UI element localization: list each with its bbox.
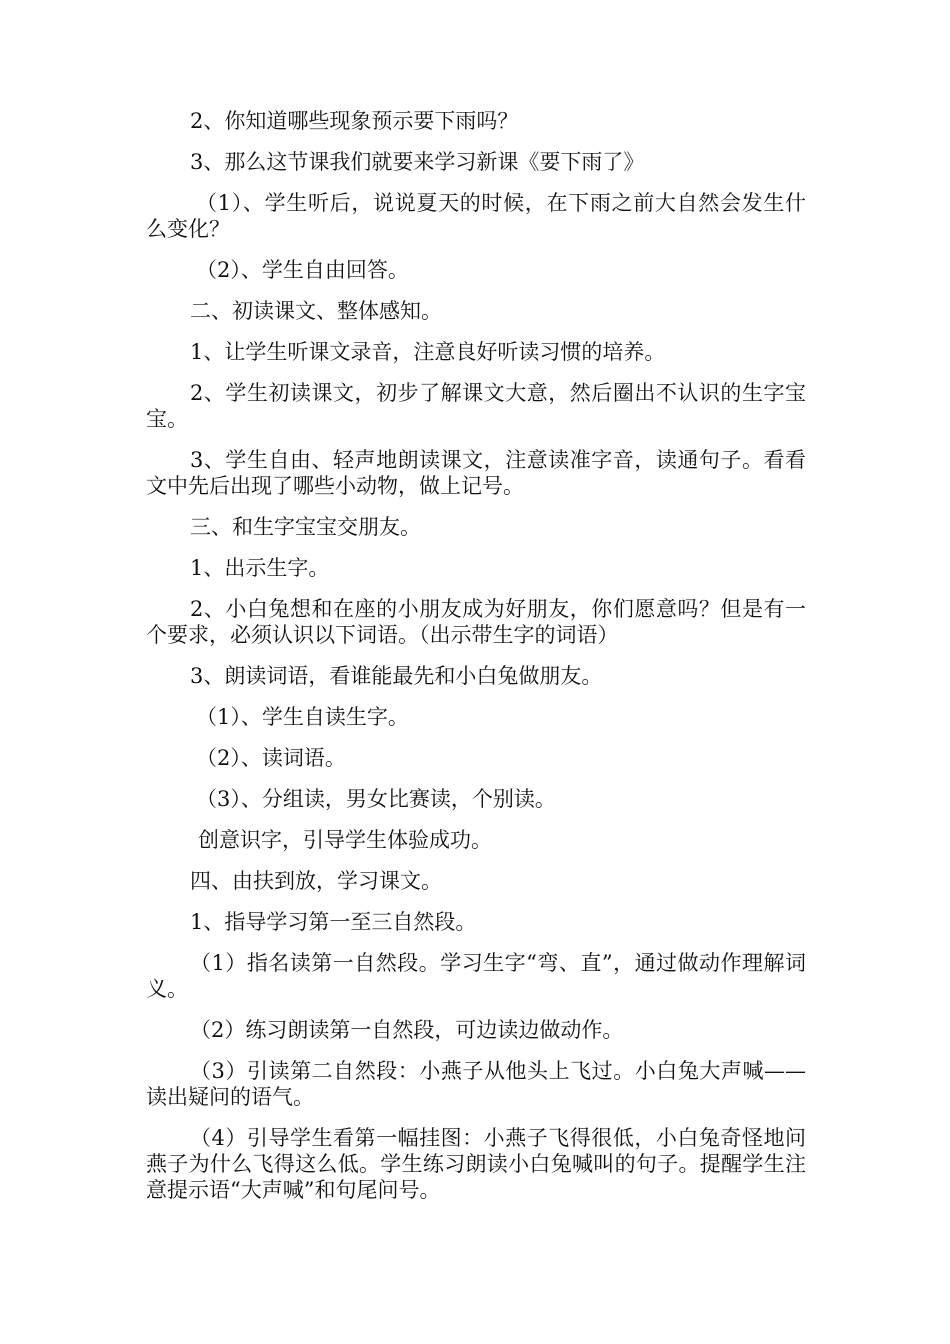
paragraph-14: （2）、读词语。 xyxy=(196,746,346,770)
section-heading-4: 四、由扶到放，学习课文。 xyxy=(190,869,442,893)
paragraph-15: （3）、分组读，男女比赛读，个别读。 xyxy=(196,787,556,811)
paragraph-2: 3、那么这节课我们就要来学习新课《要下雨了》 xyxy=(190,150,645,174)
paragraph-16: 创意识字，引导学生体验成功。 xyxy=(198,828,492,852)
paragraph-20: （2）练习朗读第一自然段，可边读边做动作。 xyxy=(190,1018,624,1042)
paragraph-8: 3、学生自由、轻声地朗读课文，注意读准字音，读通句子。看看文中先后出现了哪些小动物，做上记号。 xyxy=(146,448,806,498)
paragraph-22: （4）引导学生看第一幅挂图：小燕子飞得很低，小白兔奇怪地问燕子为什么飞得这么低。学生练习朗读小白兔喊叫的句子。提醒学生注意提示语“大声喊”和句尾问号。 xyxy=(146,1126,806,1202)
paragraph-3: （1）、学生听后，说说夏天的时候，在下雨之前大自然会发生什么变化？ xyxy=(146,191,806,241)
paragraph-19: （1）指名读第一自然段。学习生字“弯、直”，通过做动作理解词义。 xyxy=(146,951,806,1001)
section-heading-2: 二、初读课文、整体感知。 xyxy=(190,299,442,323)
paragraph-21: （3）引读第二自然段：小燕子从他头上飞过。小白兔大声喊——读出疑问的语气。 xyxy=(146,1059,806,1109)
paragraph-13: （1）、学生自读生字。 xyxy=(196,705,409,729)
paragraph-1: 2、你知道哪些现象预示要下雨吗？ xyxy=(190,109,519,133)
section-heading-3: 三、和生字宝宝交朋友。 xyxy=(190,515,421,539)
paragraph-10: 1、出示生字。 xyxy=(190,556,330,580)
paragraph-12: 3、朗读词语，看谁能最先和小白兔做朋友。 xyxy=(190,664,603,688)
paragraph-18: 1、指导学习第一至三自然段。 xyxy=(190,910,477,934)
paragraph-4: （2）、学生自由回答。 xyxy=(196,258,409,282)
document-body xyxy=(146,108,806,1218)
paragraph-7: 2、学生初读课文，初步了解课文大意，然后圈出不认识的生字宝宝。 xyxy=(146,381,806,431)
paragraph-6: 1、让学生听课文录音，注意良好听读习惯的培养。 xyxy=(190,340,666,364)
paragraph-11: 2、小白兔想和在座的小朋友成为好朋友，你们愿意吗？但是有一个要求，必须认识以下词语。（出示带生字的词语） xyxy=(146,597,806,647)
